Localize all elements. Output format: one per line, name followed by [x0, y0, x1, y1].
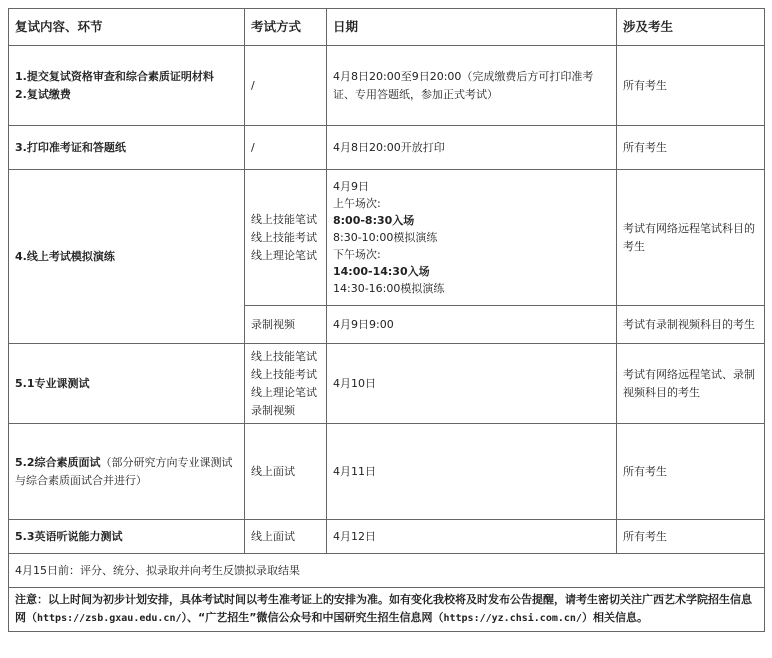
date-cell: 4月9日 上午场次: 8:00-8:30入场 8:30-10:00模拟演练 下午场次: 14:00-14:30入场 14:30-16:00模拟演练	[327, 170, 617, 306]
method-cell: 线上技能笔试 线上技能考试 线上理论笔试	[245, 170, 327, 306]
candidates-cell: 考试有网络远程笔试科目的考生	[617, 170, 765, 306]
stage-cell: 4.线上考试模拟演练	[9, 170, 245, 344]
method-cell: 线上面试	[245, 424, 327, 520]
candidates-cell: 所有考生	[617, 424, 765, 520]
notice-row	[9, 588, 765, 632]
stage-cell: 5.1专业课测试	[9, 344, 245, 424]
header-method: 考试方式	[245, 9, 327, 46]
results-feedback-note: 4月15日前：评分、统分、拟录取并向考生反馈拟录取结果	[9, 554, 765, 588]
exam-schedule-table	[8, 8, 765, 632]
date-cell: 4月10日	[327, 344, 617, 424]
method-cell: /	[245, 46, 327, 126]
method-cell: /	[245, 126, 327, 170]
date-cell: 4月8日20:00至9日20:00（完成缴费后方可打印准考证、专用答题纸，参加正式考试）	[327, 46, 617, 126]
header-candidates: 涉及考生	[617, 9, 765, 46]
date-cell: 4月9日9:00	[327, 306, 617, 344]
footer-row	[9, 554, 765, 588]
table-row	[9, 424, 765, 520]
attention-notice: 注意：以上时间为初步计划安排，具体考试时间以考生准考证上的安排为准。如有变化我校将及时发布公告提醒，请考生密切关注广西艺术学院招生信息网（https://zsb.gxau.edu.cn/）、“广艺招生”微信公众号和中国研究生招生信息网（https://yz.chsi.com.cn/）相关信息。	[9, 588, 765, 632]
date-cell: 4月8日20:00开放打印	[327, 126, 617, 170]
gxau-admissions-link[interactable]: https://zsb.gxau.edu.cn/	[37, 613, 182, 624]
table-header-row	[9, 9, 765, 46]
header-date: 日期	[327, 9, 617, 46]
stage-cell: 5.2综合素质面试（部分研究方向专业课测试与综合素质面试合并进行）	[9, 424, 245, 520]
stage-cell: 1.提交复试资格审查和综合素质证明材料 2.复试缴费	[9, 46, 245, 126]
candidates-cell: 所有考生	[617, 46, 765, 126]
date-cell: 4月12日	[327, 520, 617, 554]
stage-cell: 3.打印准考证和答题纸	[9, 126, 245, 170]
method-cell: 线上面试	[245, 520, 327, 554]
table-row	[9, 46, 765, 126]
candidates-cell: 考试有录制视频科目的考生	[617, 306, 765, 344]
stage-cell: 5.3英语听说能力测试	[9, 520, 245, 554]
header-stage: 复试内容、环节	[9, 9, 245, 46]
table-row	[9, 520, 765, 554]
candidates-cell: 所有考生	[617, 126, 765, 170]
method-cell: 录制视频	[245, 306, 327, 344]
date-cell: 4月11日	[327, 424, 617, 520]
candidates-cell: 所有考生	[617, 520, 765, 554]
table-row	[9, 170, 765, 306]
method-cell: 线上技能笔试 线上技能考试 线上理论笔试 录制视频	[245, 344, 327, 424]
chsi-link[interactable]: https://yz.chsi.com.cn/	[443, 613, 582, 624]
candidates-cell: 考试有网络远程笔试、录制视频科目的考生	[617, 344, 765, 424]
table-row	[9, 126, 765, 170]
table-row	[9, 344, 765, 424]
